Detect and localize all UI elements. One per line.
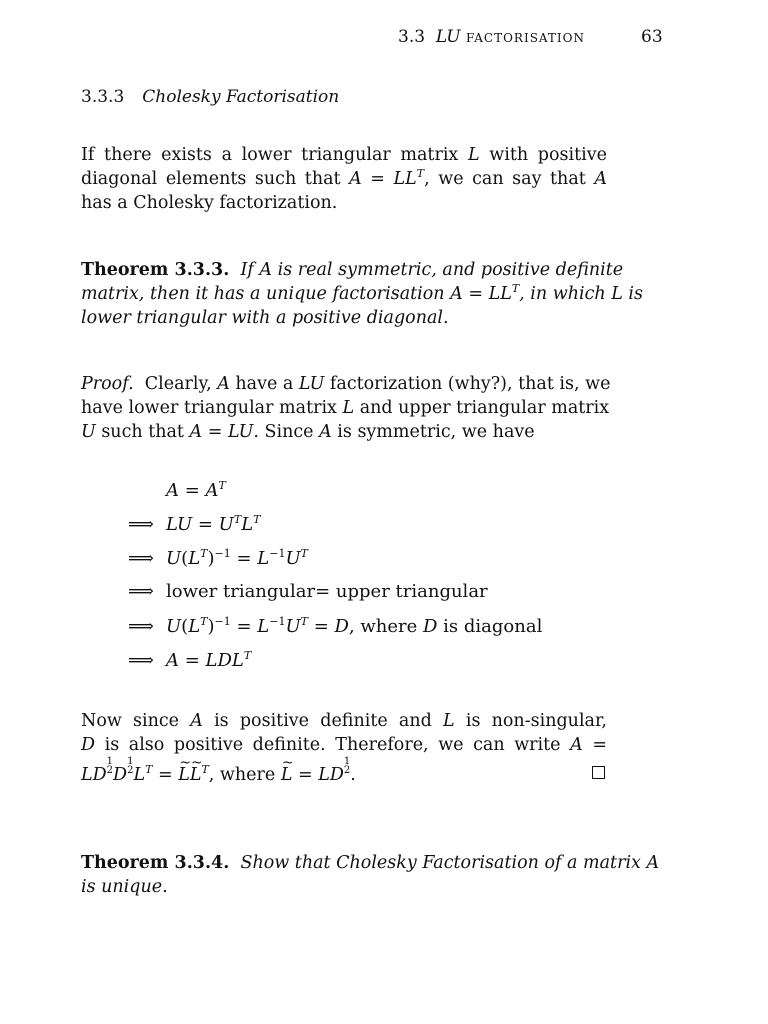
intro-line: diagonal elements such that $A = LL^T$, we can say that A — [81, 167, 607, 189]
theorem-3-3-3: Theorem 3.3.3. If A is real symmetric, and positive definite matrix, then it has a unique factorisation $A = LL^T$, in which L is lower triangular with a positive diagonal. — [81, 260, 643, 328]
conclusion-paragraph: Now since A is positive definite and L is non-singular, D is also positive definite. Therefore, we can write A = LD1 2D1 $2L^T$ = ~ L~ $L^T$, where ~ L = LD1 2. — [81, 709, 607, 787]
implies-arrow: ⟹ — [128, 548, 154, 569]
intro-paragraph — [81, 143, 607, 215]
intro-line: If there exists a lower triangular matrix L with positive — [81, 145, 607, 165]
theorem-3-3-4: Theorem 3.3.4. Show that Cholesky Factorisation of a matrix A is unique. — [81, 853, 660, 897]
subsection-title: Cholesky Factorisation — [142, 87, 340, 107]
theorem-text: If A is real symmetric, and positive definite — [240, 260, 624, 280]
section-number: 3.3 — [398, 27, 426, 47]
implies-arrow: ⟹ — [128, 650, 154, 671]
proof-label: Proof. — [81, 374, 134, 394]
implies-arrow: ⟹ — [128, 616, 154, 637]
equation-line: ⟹ $U(L^T)^{-1} = L^{-1}U^T = D$, where D is diagonal — [128, 615, 543, 637]
section-title-rest: factorisation — [465, 27, 586, 47]
subsection-heading — [81, 87, 339, 107]
equation-line: ⟹ lower triangular= upper triangular — [128, 581, 488, 602]
equation-line: $A = A^T$ — [166, 479, 226, 501]
qed-square-icon — [592, 766, 605, 779]
proof-paragraph: Proof. Clearly, A have a LU factorization (why?), that is, we have lower triangular matrix L and upper triangular matrix U such that A = LU. Since A is symmetric, we have — [81, 374, 611, 442]
implies-arrow: ⟹ — [128, 581, 154, 602]
implies-arrow: ⟹ — [128, 514, 154, 535]
theorem-label: Theorem 3.3.3. — [81, 260, 230, 280]
equation-block — [128, 480, 608, 680]
equation-line: ⟹ $U(L^T)^{-1} = L^{-1}U^T$ — [128, 547, 308, 569]
equation-line: ⟹ $A = LDL^T$ — [128, 649, 252, 671]
equation-line: ⟹ LU = $U^TL^T$ — [128, 513, 261, 535]
intro-line: has a Cholesky factorization. — [81, 193, 338, 213]
theorem-label: Theorem 3.3.4. — [81, 853, 230, 873]
section-title-lu: LU — [435, 27, 461, 47]
page-number: 63 — [641, 27, 663, 47]
subsection-number: 3.3.3 — [81, 87, 125, 107]
running-head — [398, 27, 663, 47]
